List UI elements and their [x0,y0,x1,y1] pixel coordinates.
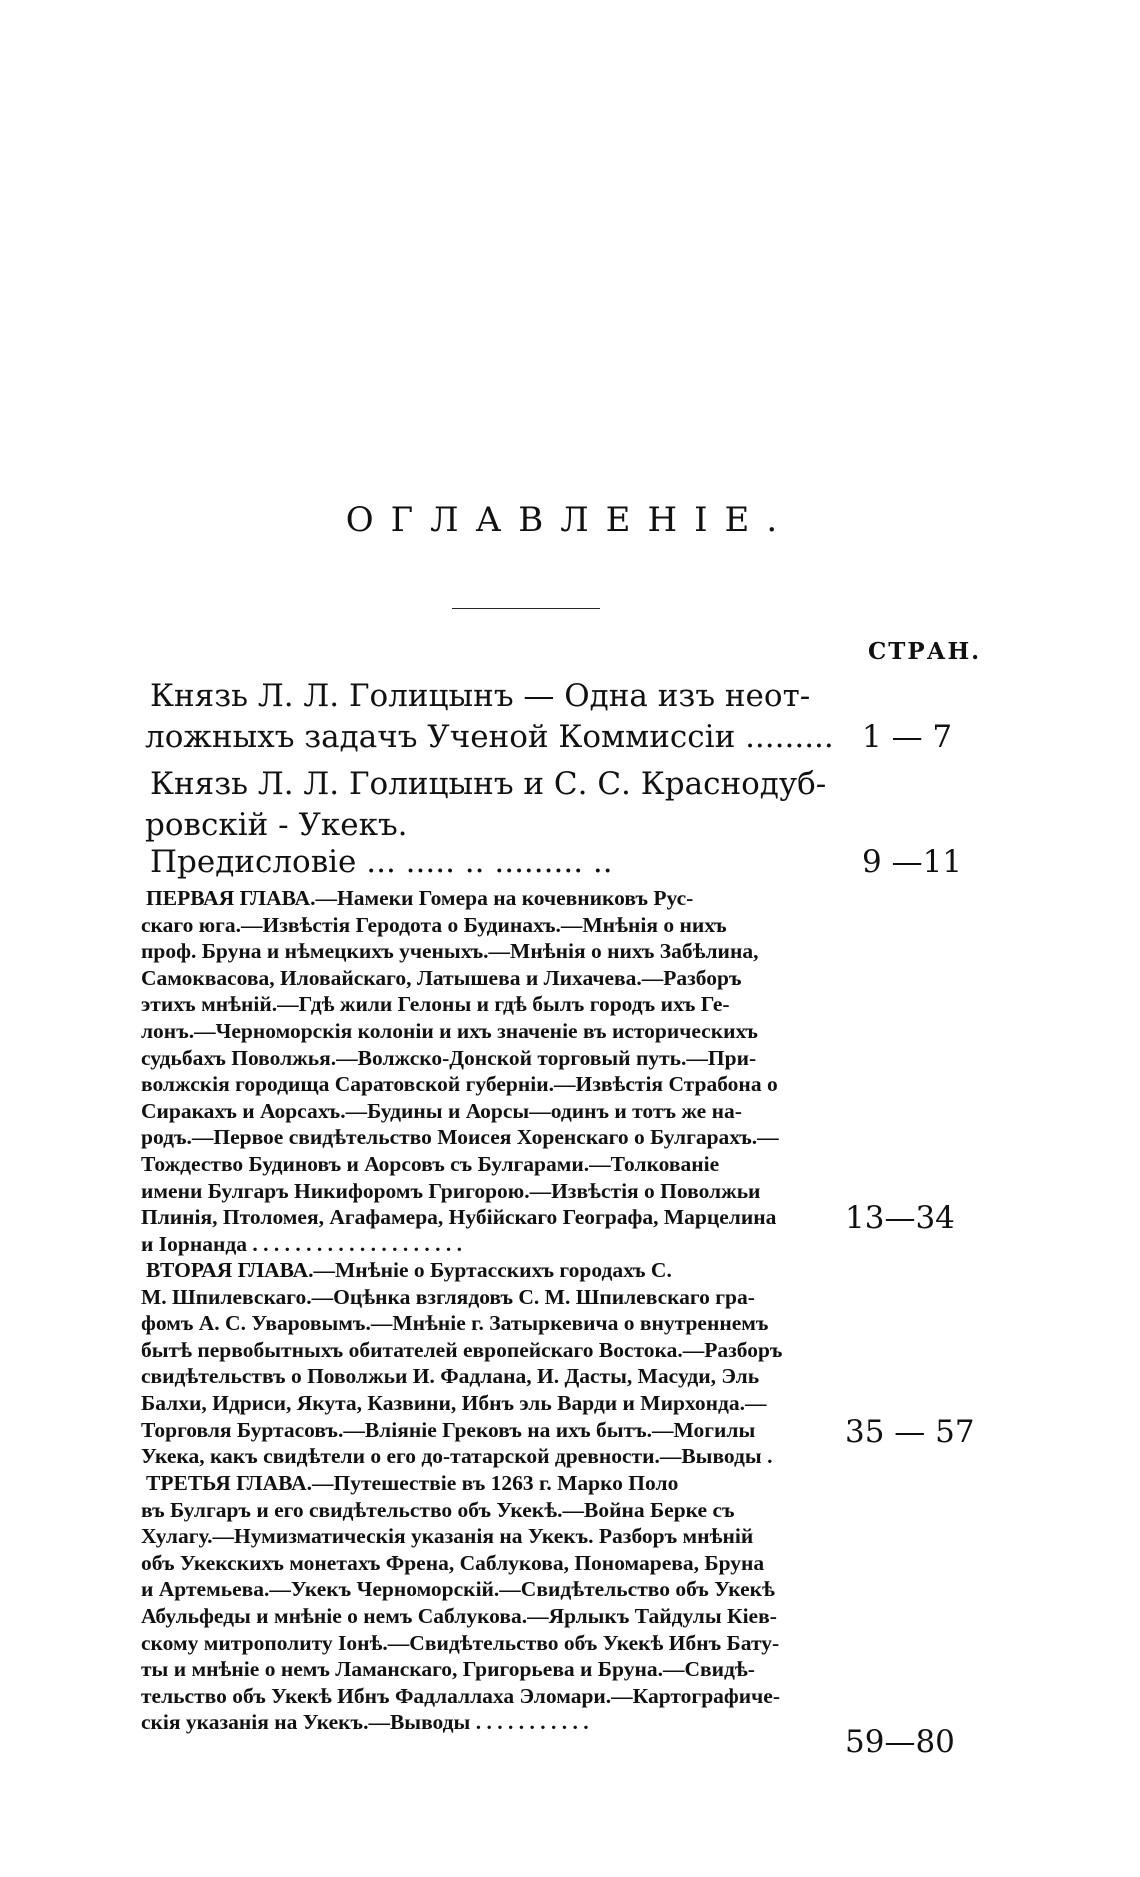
chapter-line: лонъ.—Черноморскія колоніи и ихъ значеніе въ историческихъ [141,1018,758,1043]
chapter-line: скому митрополиту Іонѣ.—Свидѣтельство объ Укекѣ Ибнъ Бату- [141,1630,780,1655]
toc-chapter-first [141,885,841,1257]
toc-entry-golitsyn-task [145,676,845,758]
chapter-line: Балхи, Идриси, Якута, Казвини, Ибнъ эль Варди и Мирхонда.— [141,1390,767,1415]
chapter-line: скаго юга.—Извѣстія Геродота о Будинахъ.—Мнѣнія о нихъ [141,912,727,937]
chapter-line: фомъ А. С. Уваровымъ.—Мнѣніе г. Затыркевича о внутреннемъ [141,1311,769,1336]
chapter-line: Торговля Буртасовъ.—Вліяніе Грековъ на ихъ бытъ.—Могилы [141,1417,756,1442]
pages-column-header: СТРАН. [868,638,982,665]
entry-line: Предисловіе ... ..... .. ......... .. [150,844,613,880]
chapter-line: въ Булгаръ и его свидѣтельство объ Укекѣ.—Война Берке съ [141,1497,735,1522]
chapter-line: бытѣ первобытныхъ обитателей европейскаго Востока.—Разборъ [141,1337,783,1362]
chapter-line: Укека, какъ свидѣтели о его до-татарской древности.—Выводы . [141,1444,773,1469]
chapter-line: ты и мнѣніе о немъ Ламанскаго, Григорьева и Бруна.—Свидѣ- [141,1657,755,1682]
entry-line: Князь Л. Л. Голицынъ и С. С. Краснодуб- [150,766,827,802]
toc-entry-ukek [145,764,845,846]
chapter-line: проф. Бруна и нѣмецкихъ ученыхъ.—Мнѣнія о нихъ Забѣлина, [141,939,759,964]
toc-chapter-second [141,1257,841,1470]
chapter-line: свидѣтельствъ о Поволжьи И. Фадлана, И. Дасты, Масуди, Эль [141,1364,760,1389]
toc-entry-preface [145,842,845,883]
chapter-line: Абульфеды и мнѣніе о немъ Саблукова.—Ярлыкъ Тайдулы Кіев- [141,1603,777,1628]
chapter-line: М. Шпилевскаго.—Оцѣнка взглядовъ С. М. Шпилевскаго гра- [141,1284,755,1309]
chapter-line: ПЕРВАЯ ГЛАВА.—Намеки Гомера на кочевниковъ Рус- [146,886,694,910]
chapter-line: родъ.—Первое свидѣтельство Моисея Хоренскаго о Булгарахъ.— [141,1125,779,1150]
chapter-line: объ Укекскихъ монетахъ Френа, Саблукова, Пономарева, Бруна [141,1550,765,1575]
chapter-line: Сиракахъ и Аорсахъ.—Будины и Аорсы—одинъ и тотъ же на- [141,1098,742,1123]
chapter-line: скія указанія на Укекъ.—Выводы . . . . . . . . . . . [141,1710,589,1735]
chapter-pages: 59—80 [845,1724,955,1760]
chapter-line: Самоквасова, Иловайскаго, Латышева и Лихачева.—Разборъ [141,965,742,990]
entry-pages: 1 — 7 [862,719,953,755]
chapter-line: Тождество Будиновъ и Аорсовъ съ Булгарами.—Толкованіе [141,1151,720,1176]
chapter-line: ВТОРАЯ ГЛАВА.—Мнѣніе о Буртасскихъ городахъ С. [146,1258,672,1282]
chapter-line: тельство объ Укекѣ Ибнъ Фадлаллаха Эломари.—Картографиче- [141,1683,780,1708]
chapter-pages: 13—34 [845,1200,955,1236]
chapter-line: Плинія, Птоломея, Агафамера, Нубійскаго Географа, Марцелина [141,1205,777,1230]
chapter-line: волжскія городища Саратовской губерніи.—Извѣстія Страбона о [141,1072,778,1097]
chapter-line: судьбахъ Поволжья.—Волжско-Донской торговый путь.—При- [141,1045,757,1070]
entry-line: Князь Л. Л. Голицынъ — Одна изъ неот- [150,678,811,714]
entry-line: ложныхъ задачъ Ученой Коммиссіи ......... [145,719,834,755]
entry-line: ровскій - Укекъ. [145,807,408,843]
title-divider [452,608,600,609]
chapter-line: Хулагу.—Нумизматическія указанія на Укекъ. Разборъ мнѣній [141,1524,754,1549]
chapter-line: этихъ мнѣній.—Гдѣ жили Гелоны и гдѣ былъ городъ ихъ Ге- [141,992,730,1017]
chapter-line: имени Булгаръ Никифоромъ Григорою.—Извѣстія о Поволжьи [141,1178,761,1203]
chapter-line: и Іорнанда . . . . . . . . . . . . . . . . . . . . [141,1231,462,1256]
entry-pages: 9 —11 [862,844,963,880]
chapter-line: ТРЕТЬЯ ГЛАВА.—Путешествіе въ 1263 г. Марко Поло [146,1471,679,1495]
chapter-pages: 35 — 57 [845,1414,975,1450]
toc-chapter-third [141,1470,841,1736]
chapter-line: и Артемьева.—Укекъ Черноморскій.—Свидѣтельство объ Укекѣ [141,1577,775,1602]
page-title: ОГЛАВЛЕНІЕ. [345,500,795,540]
